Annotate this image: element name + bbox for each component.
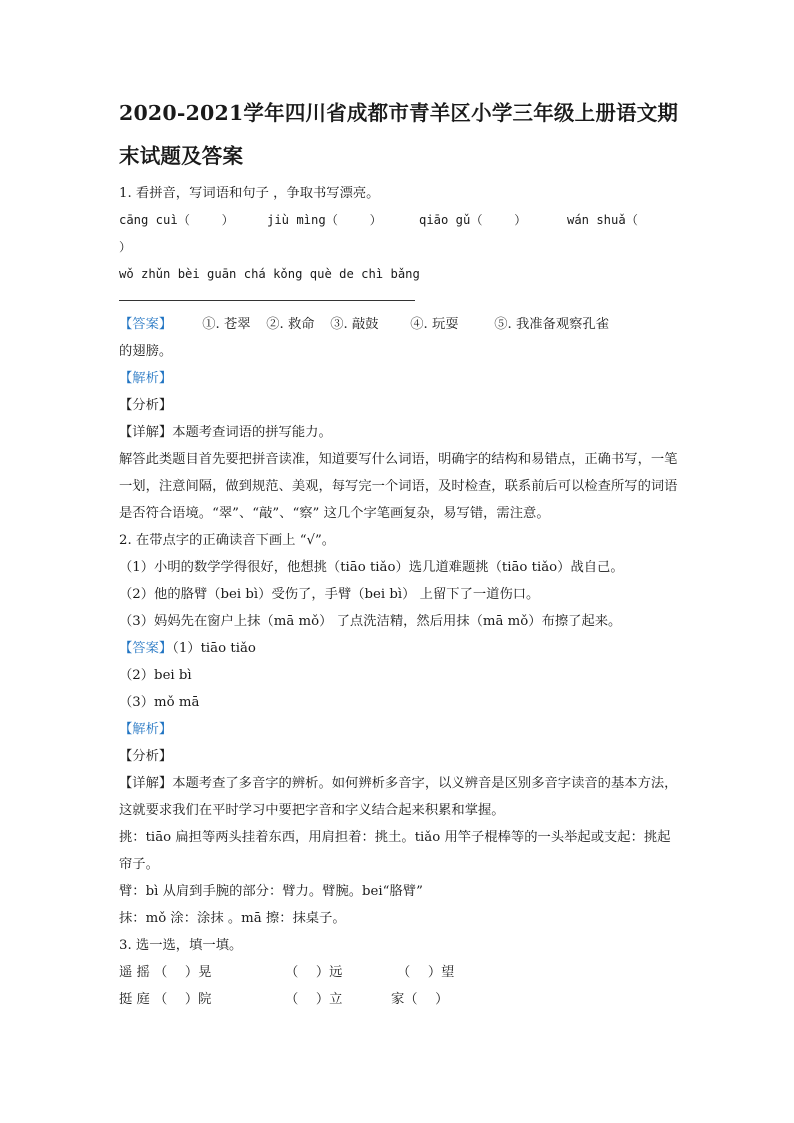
answer-item: ④. 玩耍 — [410, 317, 459, 332]
q1-pinyin-item: cāng cuì（ ） — [119, 213, 234, 227]
detail-tag: 【详解】 — [119, 425, 173, 440]
answer-item: ③. 敲鼓 — [330, 317, 379, 332]
q2-note: 臂：bì 从肩到手腕的部分：臂力。臂腕。bei“胳臂” — [119, 884, 423, 899]
q3-prompt: 3. 选一选，填一填。 — [119, 938, 243, 953]
q2-item: （2）他的胳臂（bei bì）受伤了，手臂（bei bì） 上留下了一道伤口。 — [119, 587, 540, 602]
q2-detail — [119, 770, 679, 824]
q3-cell: （ ）立 — [285, 992, 343, 1007]
answer-underline — [119, 288, 415, 301]
q2-answer: （2）bei bì — [119, 668, 192, 683]
q2-item: （1）小明的数学学得很好，他想挑（tiāo tiǎo）选几道难题挑（tiāo tiǎo）战自己。 — [119, 560, 624, 575]
q2-answer: （1）tiāo tiǎo — [172, 641, 256, 656]
answer-item: ⑤. 我准备观察孔雀 — [494, 317, 610, 332]
detail-text: 本题考查词语的拼写能力。 — [172, 425, 332, 440]
detail-tag: 【详解】 — [119, 776, 173, 791]
title-line-1: 2020-2021学年四川省成都市青羊区小学三年级上册语文期 — [119, 101, 679, 125]
page-title — [119, 92, 679, 178]
q1-pinyin-item: wán shuǎ（ — [567, 213, 638, 227]
q1-pinyin-row — [119, 207, 679, 234]
q3-cell: （ ）望 — [397, 965, 455, 980]
q3-cell: （ ）远 — [285, 965, 343, 980]
document-page — [119, 92, 679, 1013]
q2-note: 抹：mǒ 涂：涂抹 。mā 擦：抹桌子。 — [119, 911, 346, 926]
q3-cell: 挺 庭 （ ）院 — [119, 992, 212, 1007]
answer-item: ①. 苍翠 — [202, 317, 251, 332]
q3-row — [119, 986, 679, 1013]
q1-prompt: 1. 看拼音，写词语和句子 ，争取书写漂亮。 — [119, 186, 380, 201]
title-line-2: 末试题及答案 — [119, 144, 244, 168]
q1-paragraph: 解答此类题目首先要把拼音读准，知道要写什么词语，明确字的结构和易错点，正确书写，一笔一划，注意间隔，做到规范、美观，每写完一个词语，及时检查，联系前后可以检查所写的词语是否符合语境。“翠”、“敲”、“察” 这几个字笔画复杂，易写错，需注意。 — [119, 452, 678, 521]
q3-row — [119, 959, 679, 986]
q1-answer-line — [119, 311, 679, 338]
fenxi-tag: 【分析】 — [119, 749, 173, 764]
answer-item: ②. 救命 — [266, 317, 315, 332]
q2-prompt: 2. 在带点字的正确读音下画上 “√”。 — [119, 533, 336, 548]
q1-sentence-pinyin: wǒ zhǔn bèi guān chá kǒng què de chì bǎng — [119, 267, 420, 281]
q3-cell: 遥 摇 （ ）晃 — [119, 965, 212, 980]
jiexi-tag: 【解析】 — [119, 371, 173, 386]
jiexi-tag: 【解析】 — [119, 722, 173, 737]
q2-answer: （3）mǒ mā — [119, 695, 200, 710]
detail-text: 本题考查了多音字的辨析。如何辨析多音字，以义辨音是区别多音字读音的基本方法，这就要求我们在平时学习中要把字音和字义结合起来积累和掌握。 — [119, 776, 678, 818]
q2-item: （3）妈妈先在窗户上抹（mā mǒ） 了点洗洁精，然后用抹（mā mǒ）布擦了起来。 — [119, 614, 622, 629]
q2-note: 挑：tiāo 扁担等两头挂着东西，用肩担着：挑土。tiǎo 用竿子棍棒等的一头举起或支起：挑起帘子。 — [119, 830, 671, 872]
q1-pinyin-close: ） — [119, 240, 132, 254]
answer-tag: 【答案】 — [119, 641, 173, 656]
q2-answer-line — [119, 635, 679, 662]
q1-detail — [119, 419, 679, 446]
answer-tag: 【答案】 — [119, 317, 173, 332]
q3-cell: 家（ ） — [391, 992, 449, 1007]
fenxi-tag: 【分析】 — [119, 398, 173, 413]
q1-pinyin-item: qiāo gǔ（ ） — [419, 213, 527, 227]
q1-pinyin-item: jiù mìng（ ） — [267, 213, 382, 227]
q1-answer-cont: 的翅膀。 — [119, 344, 173, 359]
